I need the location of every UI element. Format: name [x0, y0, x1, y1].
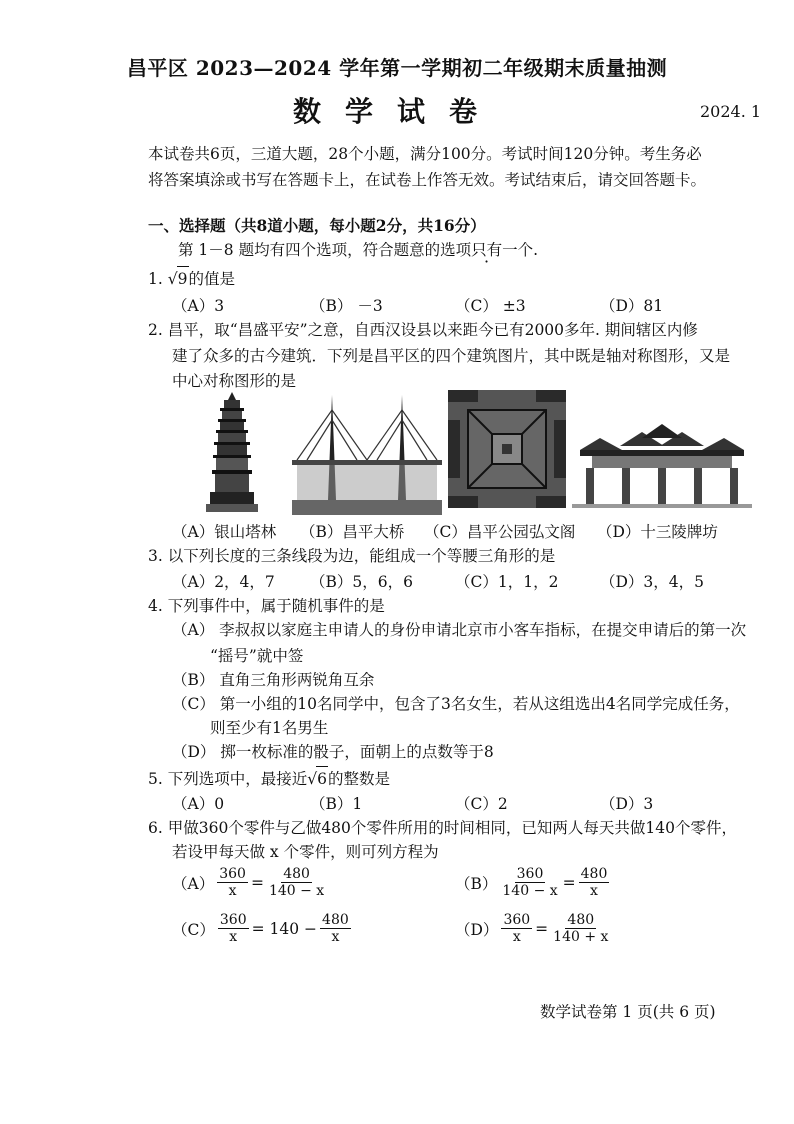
denominator: x: [228, 883, 237, 899]
question-number: 2.: [148, 321, 163, 339]
numerator: 360: [516, 866, 544, 882]
equals: = 140 −: [251, 919, 318, 938]
question-stem-prefix: 下列选项中，最接近: [167, 770, 308, 788]
instructions-line-1: 本试卷共6页，三道大题，28个小题，满分100分。考试时间120分钟。考生务必: [148, 145, 702, 163]
question-1: [148, 266, 235, 291]
q5-option-d: （D）3: [600, 795, 654, 813]
q3-option-a: （A）2，4，7: [172, 573, 275, 591]
question-stem: 的值是: [188, 270, 236, 288]
q6-option-a: [172, 866, 329, 899]
option-label: （D）: [455, 920, 499, 939]
q4-option-a-line-1: （A） 李叔叔以家庭主申请人的身份申请北京市小客车指标，在提交申请后的第一次: [172, 621, 747, 639]
q1-option-d: （D）81: [600, 297, 664, 315]
q5-option-c: （C）2: [455, 795, 508, 813]
fraction-left: [501, 912, 532, 945]
fraction-left: [500, 866, 559, 899]
building-figures: [200, 390, 760, 520]
question-2-line-3: 中心对称图形的是: [172, 372, 297, 390]
note-suffix: 一个.: [502, 241, 539, 259]
q4-option-c-line-1: （C） 第一小组的10名同学中，包含了3名女生，若从这组选出4名同学完成任务，: [172, 695, 740, 713]
q4-option-b: （B） 直角三角形两锐角互余: [172, 671, 375, 689]
question-number: 5.: [148, 770, 163, 788]
denominator: x: [590, 883, 598, 899]
question-6-line-1: [148, 816, 737, 840]
q3-option-b: （B）5，6，6: [310, 573, 413, 591]
numerator: 480: [580, 866, 608, 882]
equals: =: [535, 919, 549, 938]
q2-option-c: （C）昌平公园弘文阁: [424, 523, 576, 541]
q1-option-a: （A）3: [172, 297, 225, 315]
numerator: 360: [219, 866, 246, 882]
question-stem: 甲做360个零件与乙做480个零件所用的时间相同，已知两人每天共做140个零件，: [167, 819, 737, 837]
q5-option-a: （A）0: [172, 795, 225, 813]
q3-option-c: （C）1，1，2: [455, 573, 559, 591]
note-prefix: 第 1－8 题均有四个选项，符合题意的选项: [178, 241, 472, 259]
q2-option-d: （D）十三陵牌坊: [597, 523, 718, 541]
q6-option-c: [172, 912, 354, 945]
pagoda-icon: [202, 390, 262, 515]
denominator: x: [229, 929, 238, 945]
fraction-left: [217, 866, 248, 899]
question-number: 3.: [148, 547, 163, 565]
bridge-icon: [292, 390, 442, 515]
note-emphasis: 只有: [471, 241, 503, 259]
question-stem: 昌平，取“昌盛平安”之意，自西汉设县以来距今已有2000多年. 期间辖区内修: [167, 321, 698, 339]
fraction-right: [579, 866, 610, 899]
sqrt-expression: √6: [307, 766, 328, 791]
fraction-left: [218, 912, 249, 945]
option-label: （C）: [172, 920, 215, 939]
q6-option-d: [455, 912, 613, 945]
numerator: 480: [283, 866, 310, 882]
denominator: x: [512, 929, 521, 945]
question-number: 6.: [148, 819, 163, 837]
archway-icon: [572, 420, 752, 510]
radicand: 6: [316, 766, 328, 791]
q2-option-a: （A）银山塔林: [172, 523, 277, 541]
numerator: 480: [322, 912, 349, 928]
equals: =: [250, 873, 264, 892]
question-2-line-2: 建了众多的古今建筑．下列是昌平区的四个建筑图片，其中既是轴对称图形，又是: [172, 347, 731, 365]
option-label: （B）: [455, 874, 498, 893]
question-number: 1.: [148, 270, 163, 288]
q4-option-a-line-2: “摇号”就中签: [210, 647, 304, 665]
page-title: 数学试卷: [292, 95, 501, 128]
denominator: x: [331, 929, 340, 945]
question-number: 4.: [148, 597, 163, 615]
q2-option-b: （B）昌平大桥: [300, 523, 405, 541]
section-note: [178, 238, 538, 262]
instructions-line-2: 将答案填涂或书写在答题卡上，在试卷上作答无效。考试结束后，请交回答题卡。: [148, 171, 707, 189]
question-4: [148, 594, 385, 618]
numerator: 480: [567, 912, 595, 928]
denominator: 140 + x: [553, 929, 609, 945]
question-2-line-1: [148, 318, 698, 342]
sqrt-expression: √9: [168, 266, 189, 291]
fraction-right: [320, 912, 351, 945]
question-3: [148, 544, 555, 568]
numerator: 360: [219, 912, 247, 928]
denominator: 140 − x: [502, 883, 558, 899]
question-stem: 以下列长度的三条线段为边，能组成一个等腰三角形的是: [167, 547, 556, 565]
section-heading: 一、选择题（共8道小题，每小题2分，共16分）: [148, 216, 486, 235]
exam-date: 2024. 1: [700, 102, 762, 121]
exam-header: 昌平区 2023—2024 学年第一学期初二年级期末质量抽测: [126, 56, 668, 80]
question-5: [148, 766, 390, 791]
option-label: （A）: [172, 874, 215, 893]
pavilion-icon: [448, 390, 566, 508]
q1-option-c: （C） ±3: [455, 297, 526, 315]
q3-option-d: （D）3，4，5: [600, 573, 705, 591]
fraction-right: [551, 912, 610, 945]
question-stem: 下列事件中，属于随机事件的是: [167, 597, 385, 615]
q1-option-b: （B） －3: [310, 297, 383, 315]
fraction-right: [267, 866, 326, 899]
q5-option-b: （B）1: [310, 795, 363, 813]
numerator: 360: [503, 912, 531, 928]
question-6-line-2: 若设甲每天做 x 个零件，则可列方程为: [172, 843, 439, 861]
page-footer: 数学试卷第 1 页(共 6 页): [540, 1003, 716, 1021]
q4-option-c-line-2: 则至少有1名男生: [210, 719, 329, 737]
radicand: 9: [177, 266, 189, 291]
equals: =: [562, 873, 576, 892]
question-stem-suffix: 的整数是: [328, 770, 391, 788]
denominator: 140 − x: [268, 883, 325, 899]
q4-option-d: （D） 掷一枚标准的骰子，面朝上的点数等于8: [172, 743, 494, 761]
q6-option-b: [455, 866, 612, 899]
